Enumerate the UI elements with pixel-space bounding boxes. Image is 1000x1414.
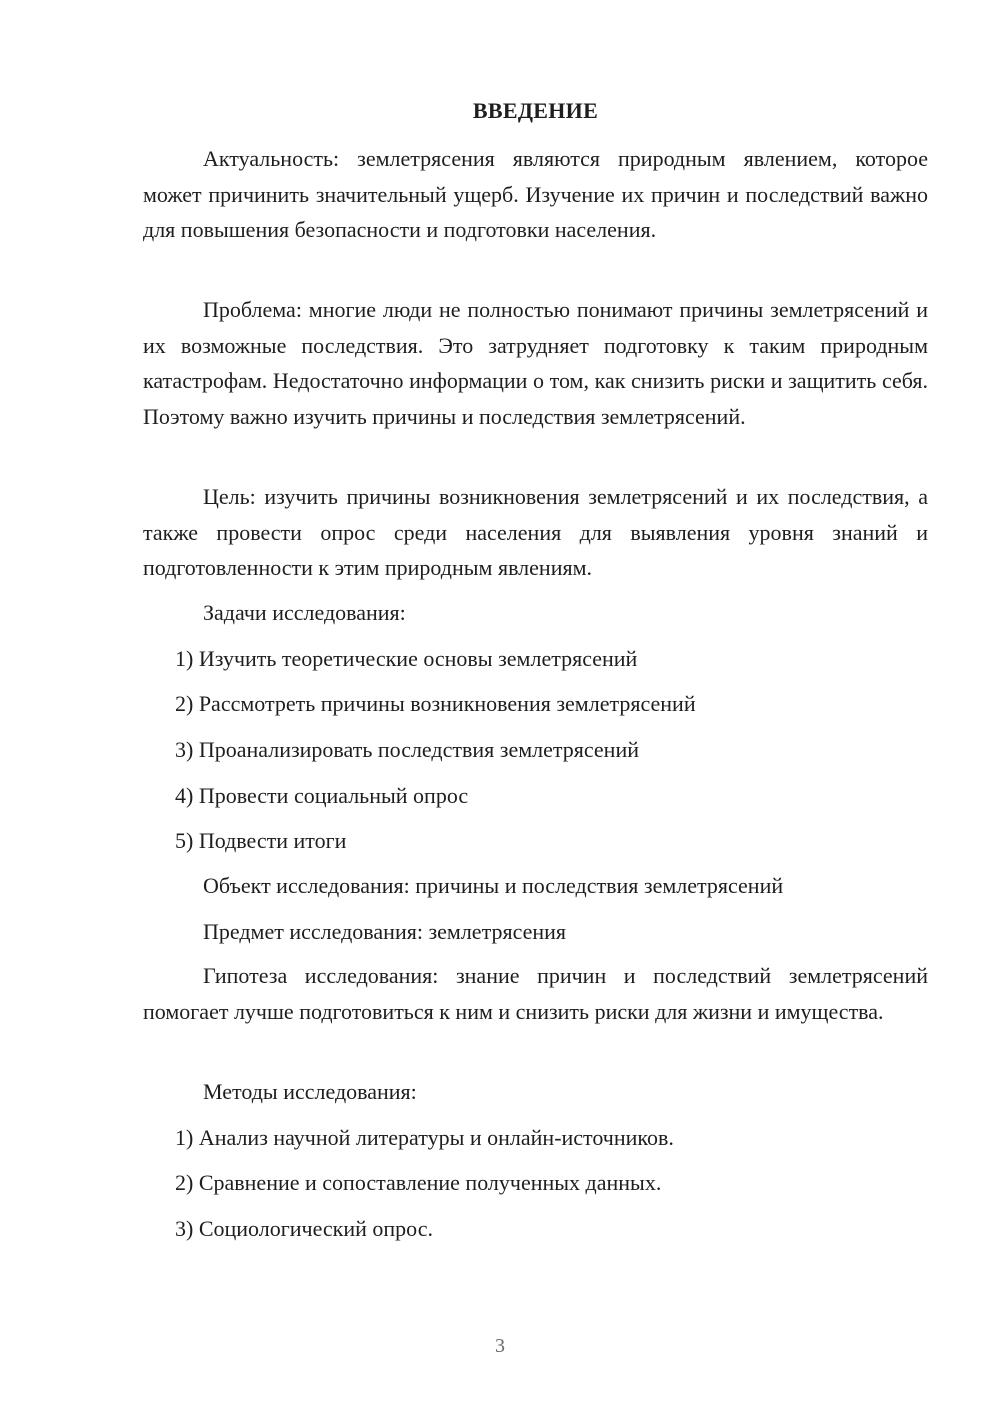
- goal-paragraph: Цель: изучить причины возникновения землетрясений и их последствия, а также провести опрос среди населения для выявления уровня знаний и подготовленности к этим природным явлениям.: [143, 484, 928, 580]
- research-object: Объект исследования: причины и последствия землетрясений: [203, 873, 784, 898]
- research-subject: Предмет исследования: землетрясения: [203, 919, 567, 944]
- task-item: 4) Провести социальный опрос: [175, 783, 469, 808]
- page-title: ВВЕДЕНИЕ: [472, 98, 599, 123]
- problem-paragraph: Проблема: многие люди не полностью понимают причины землетрясений и их возможные последствия. Это затрудняет подготовку к таким природным катастрофам. Недостаточно информации о том, как снизить риски и защитить себя. Поэтому важно изучить причины и последствия землетрясений.: [143, 297, 928, 429]
- task-item: 5) Подвести итоги: [175, 828, 347, 853]
- hypothesis-paragraph: Гипотеза исследования: знание причин и последствий землетрясений помогает лучше подготовиться к ним и снизить риски для жизни и имущества.: [143, 963, 928, 1024]
- task-item: 3) Проанализировать последствия землетрясений: [175, 737, 639, 762]
- relevance-paragraph: Актуальность: землетрясения являются природным явлением, которое может причинить значительный ущерб. Изучение их причин и последствий важно для повышения безопасности и подготовки населения.: [143, 146, 928, 242]
- task-item: 2) Рассмотреть причины возникновения землетрясений: [175, 691, 696, 716]
- method-item: 1) Анализ научной литературы и онлайн-источников.: [175, 1125, 674, 1150]
- task-item: 1) Изучить теоретические основы землетрясений: [175, 646, 638, 671]
- page-number: 3: [495, 1335, 505, 1357]
- method-item: 3) Социологический опрос.: [175, 1216, 433, 1241]
- method-item: 2) Сравнение и сопоставление полученных данных.: [175, 1170, 662, 1195]
- tasks-heading: Задачи исследования:: [203, 600, 406, 625]
- methods-heading: Методы исследования:: [203, 1079, 417, 1104]
